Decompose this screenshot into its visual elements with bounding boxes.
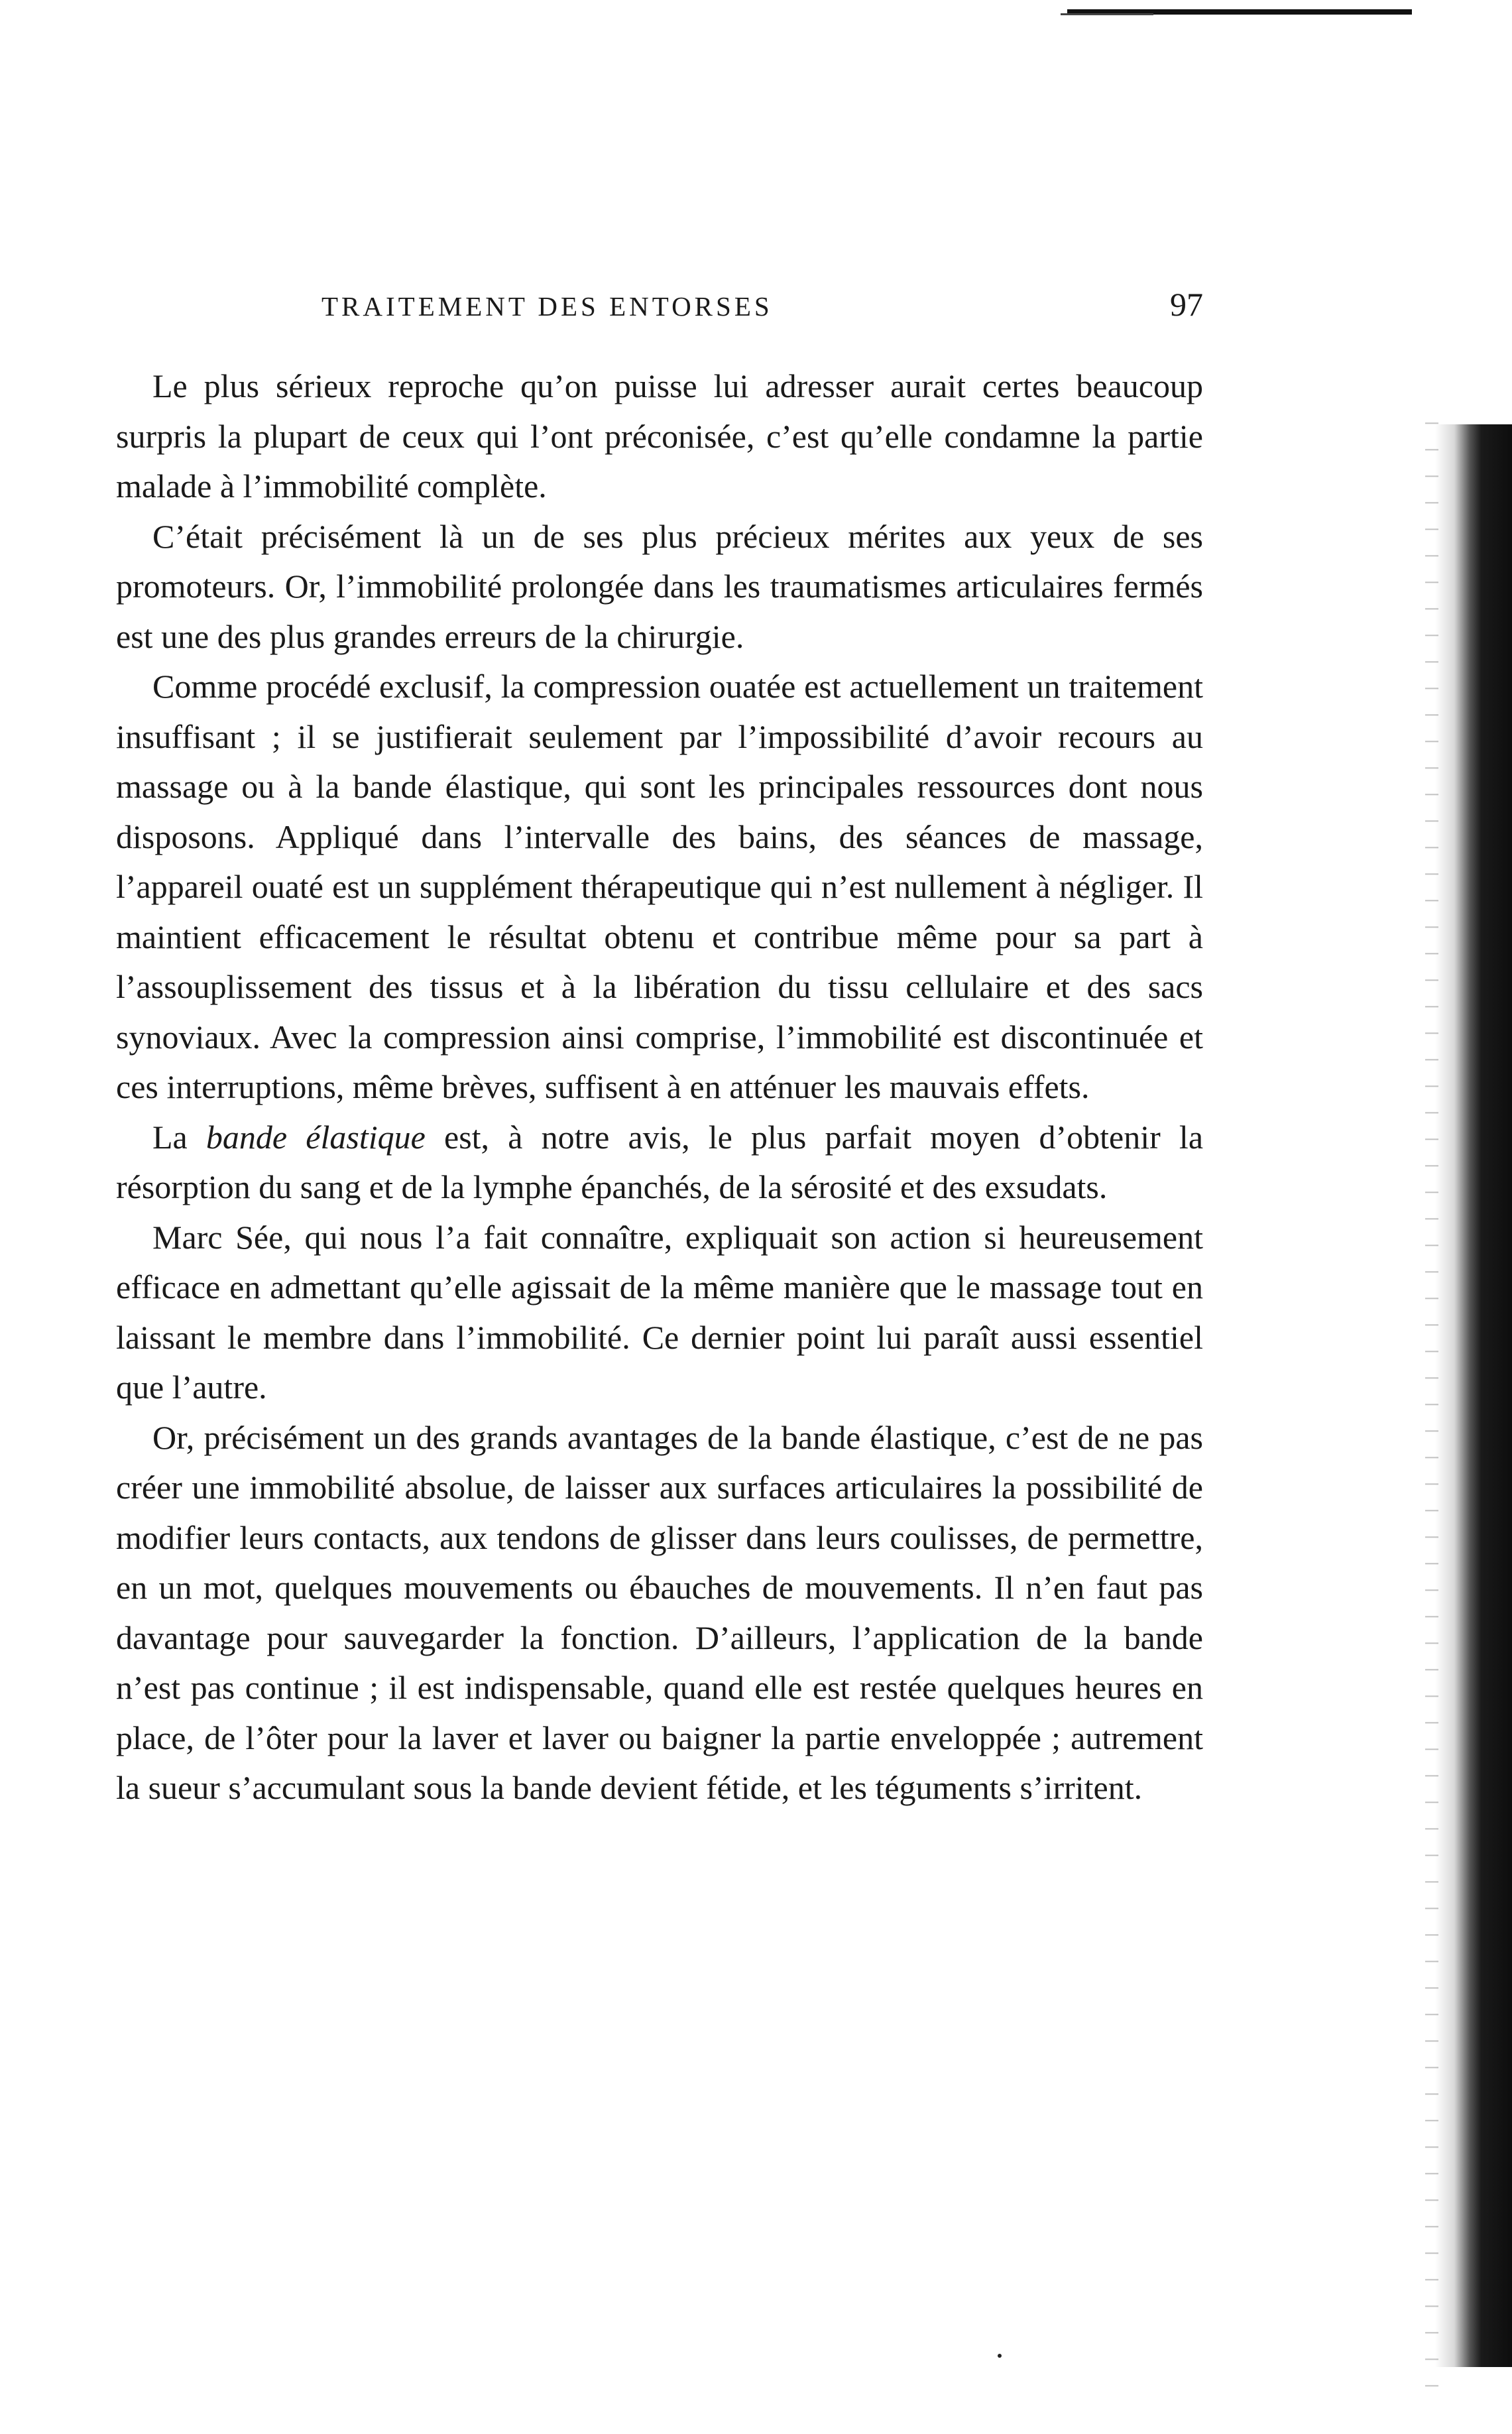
paragraph-5 bbox=[116, 1213, 1203, 1413]
binding-edge-shadow bbox=[1435, 424, 1512, 2367]
binding-edge-speckle bbox=[1425, 398, 1438, 2387]
running-header bbox=[116, 285, 1203, 332]
paragraph-4-emphasis: bande élastique bbox=[205, 1118, 426, 1156]
paragraph-1-text: Le plus sérieux reproche qu’on puisse lui adresser aurait certes beaucoup surpris la plupart de ceux qui l’ont préconisée, c’est qu’elle condamne la partie malade à l’immobilité complète. bbox=[116, 367, 1203, 505]
running-title: TRAITEMENT DES ENTORSES bbox=[321, 291, 773, 322]
paragraph-3 bbox=[116, 662, 1203, 1113]
paragraph-1 bbox=[116, 361, 1203, 512]
top-rule-thin bbox=[1061, 13, 1153, 15]
paragraph-6-text: Or, précisément un des grands avantages de la bande élastique, c’est de ne pas créer une immobilité absolue, de laisser aux surfaces articulaires la possibilité de modifier leurs contacts, aux tendons de glisser dans leurs coulisses, de permettre, en un mot, quelques mouvements ou ébauches de mouvements. Il n’en faut pas davantage pour sauvegarder la fonction. D’ailleurs, l’application de la bande n’est pas continue ; il est indispensable, quand elle est restée quelques heures en place, de l’ôter pour la laver et laver ou baigner la partie enveloppée ; autrement la sueur s’accumulant sous la bande devient fétide, et les téguments s’irritent. bbox=[116, 1418, 1203, 1806]
bottom-ink-mark bbox=[998, 2354, 1002, 2358]
paragraph-4-lead: La bbox=[152, 1118, 206, 1156]
paragraph-6 bbox=[116, 1413, 1203, 1813]
page-number: 97 bbox=[1170, 286, 1203, 323]
paragraph-3-text: Comme procédé exclusif, la compression ouatée est actuellement un traitement insuffisant ; il se justifierait seulement par l’impossibilité d’avoir recours au massage ou à la bande élastique, qui sont les principales ressources dont nous disposons. Appliqué dans l’intervalle des bains, des séances de massage, l’appareil ouaté est un supplément thérapeutique qui n’est nullement à négliger. Il maintient efficacement le résultat obtenu et contribue même pour sa part à l’assouplissement des tissus et à la libération du tissu cellulaire et des sacs synoviaux. Avec la compression ainsi comprise, l’immobilité est discontinuée et ces interruptions, même brèves, suffisent à en atténuer les mauvais effets. bbox=[116, 668, 1203, 1105]
paragraph-5-text: Marc Sée, qui nous l’a fait connaître, expliquait son action si heureusement efficace en admettant qu’elle agissait de la même manière que le massage tout en laissant le membre dans l’immobilité. Ce dernier point lui paraît aussi essentiel que l’autre. bbox=[116, 1218, 1203, 1406]
paragraph-4 bbox=[116, 1113, 1203, 1213]
paragraph-2-text: C’était précisément là un de ses plus précieux mérites aux yeux de ses promoteurs. Or, l’immobilité prolongée dans les traumatismes articulaires fermés est une des plus grandes erreurs de la chirurgie. bbox=[116, 517, 1203, 655]
paragraph-4-text: est, à notre avis, le plus parfait moyen d’obtenir la résorption du sang et de la lymphe épanchés, de la sérosité et des exsudats. bbox=[116, 1118, 1204, 1205]
paragraph-2 bbox=[116, 512, 1203, 662]
body-text bbox=[116, 361, 1203, 1813]
